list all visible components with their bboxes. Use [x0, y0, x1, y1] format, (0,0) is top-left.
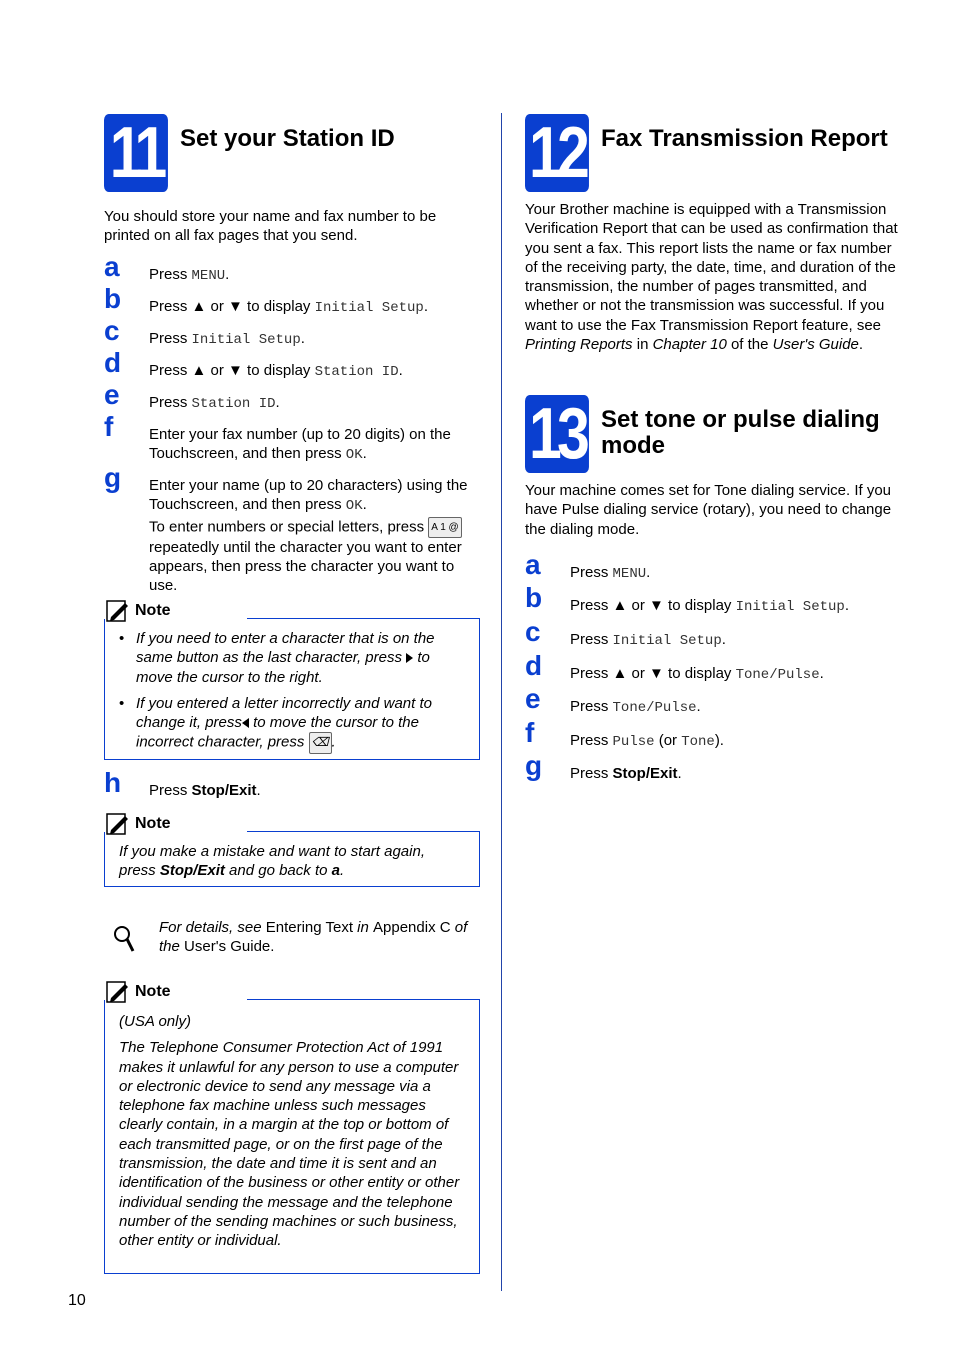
- step-letter: e: [525, 683, 541, 714]
- step-item: b Press ▲ or ▼ to display Initial Setup.: [525, 582, 849, 615]
- step-item: f Enter your fax number (up to 20 digits) on the Touchscreen, and then press OK.: [104, 411, 451, 464]
- step-item: b Press ▲ or ▼ to display Initial Setup.: [104, 283, 428, 316]
- step-item: c Press Initial Setup.: [104, 315, 305, 348]
- intro-text: Your Brother machine is equipped with a Transmission Verification Report that can be used as confirmation that you sent a fax. This report lists the name or fax number of the receiving party, the date, time, and duration of the transmission, the number of pages transmitted, and whether or not the transmission was successful. If you want to use the Fax Transmission Report feature, see Printing Reports in Chapter 10 of the User's Guide.: [525, 201, 898, 354]
- step-letter: e: [104, 379, 120, 410]
- magnifier-icon: [112, 924, 136, 954]
- step-letter: f: [525, 717, 535, 748]
- note-label: Note: [135, 602, 171, 619]
- step-letter: f: [104, 411, 114, 442]
- step-item: g Press Stop/Exit.: [525, 750, 682, 782]
- step-item: a Press MENU.: [525, 549, 651, 582]
- note-paragraph: The Telephone Consumer Protection Act of 1991 makes it unlawful for any person to use a computer or electronic device to send any message via a telephone fax machine unless such messages clearly contain, in a margin at the top or bottom of each transmitted page, or on the first page of the transmission, the date and time it is sent and an identification of the business or other entity or other individual sending the message and the telephone number of the sending machines or such business, other entity or individual.: [119, 1039, 460, 1250]
- note-pencil-icon: [105, 812, 131, 836]
- intro-text: Your machine comes set for Tone dialing service. If you have Pulse dialing service (rotary), you need to change the dialing mode.: [525, 482, 892, 538]
- step-letter: c: [104, 315, 120, 346]
- step-letter: b: [104, 283, 122, 314]
- step-item: e Press Tone/Pulse.: [525, 683, 701, 716]
- step-item: f Press Pulse (or Tone).: [525, 717, 724, 750]
- step-letter: g: [525, 750, 543, 781]
- step-number-badge: 11: [104, 114, 168, 192]
- note-paragraph: (USA only): [119, 1013, 191, 1030]
- step-number-badge: 12: [525, 114, 589, 192]
- page-number: 10: [68, 1292, 86, 1309]
- reference-tip: For details, see Entering Text in Appendix C of the User's Guide.: [104, 918, 474, 957]
- step-item: c Press Initial Setup.: [525, 616, 726, 649]
- step-item: h Press Stop/Exit.: [104, 767, 261, 799]
- step-12-header: [525, 114, 888, 192]
- column-divider: [501, 113, 502, 1291]
- note-pencil-icon: [105, 980, 131, 1004]
- note-header: [105, 980, 171, 1004]
- step-item: d Press ▲ or ▼ to display Station ID.: [104, 347, 403, 380]
- step-item: g Enter your name (up to 20 characters) using the Touchscreen, and then press OK. To enter numbers or special letters, press A 1 @ repeatedly until the character you want to enter appears, then press the character you want to use.: [104, 462, 468, 595]
- note-rule: [247, 618, 480, 619]
- step-13-header: [525, 395, 891, 473]
- note-bullet: • If you entered a letter incorrectly and want to change it, press to move the cursor to the incorrect character, press ⌫ .: [105, 694, 465, 754]
- note-pencil-icon: [105, 599, 131, 623]
- intro-text: You should store your name and fax number to be printed on all fax pages that you send.: [104, 208, 437, 245]
- left-arrow-icon: [242, 718, 249, 728]
- step-letter: a: [525, 549, 541, 580]
- step-letter: d: [104, 347, 122, 378]
- step-title: Set tone or pulse dialing mode: [601, 406, 880, 459]
- note-rule: [247, 831, 480, 832]
- note-rule: [247, 999, 480, 1000]
- right-arrow-icon: [406, 653, 413, 663]
- step-item: e Press Station ID.: [104, 379, 280, 412]
- step-11-header: [104, 114, 395, 192]
- step-letter: c: [525, 616, 541, 647]
- note-label: Note: [135, 815, 171, 832]
- note-box: [104, 602, 480, 760]
- keyboard-mode-button-icon: A 1 @: [428, 517, 461, 538]
- backspace-icon: ⌫: [309, 732, 332, 753]
- step-letter: a: [104, 251, 120, 282]
- step-title: Fax Transmission Report: [601, 125, 888, 152]
- step-item: d Press ▲ or ▼ to display Tone/Pulse.: [525, 650, 824, 683]
- step-title: Set your Station ID: [180, 125, 395, 152]
- step-item: a Press MENU.: [104, 251, 230, 284]
- note-header: [105, 599, 171, 623]
- note-box: [104, 983, 480, 1274]
- note-bullet: • If you need to enter a character that is on the same button as the last character, press to move the cursor to the right.: [119, 630, 435, 686]
- step-letter: g: [104, 462, 122, 493]
- note-header: [105, 812, 171, 836]
- step-letter: d: [525, 650, 543, 681]
- note-label: Note: [135, 983, 171, 1000]
- step-number-badge: 13: [525, 395, 589, 473]
- step-letter: b: [525, 582, 543, 613]
- step-letter: h: [104, 767, 122, 798]
- note-box: Note If you make a mistake and want to start again, press Stop/Exit and go back to a.: [104, 832, 480, 887]
